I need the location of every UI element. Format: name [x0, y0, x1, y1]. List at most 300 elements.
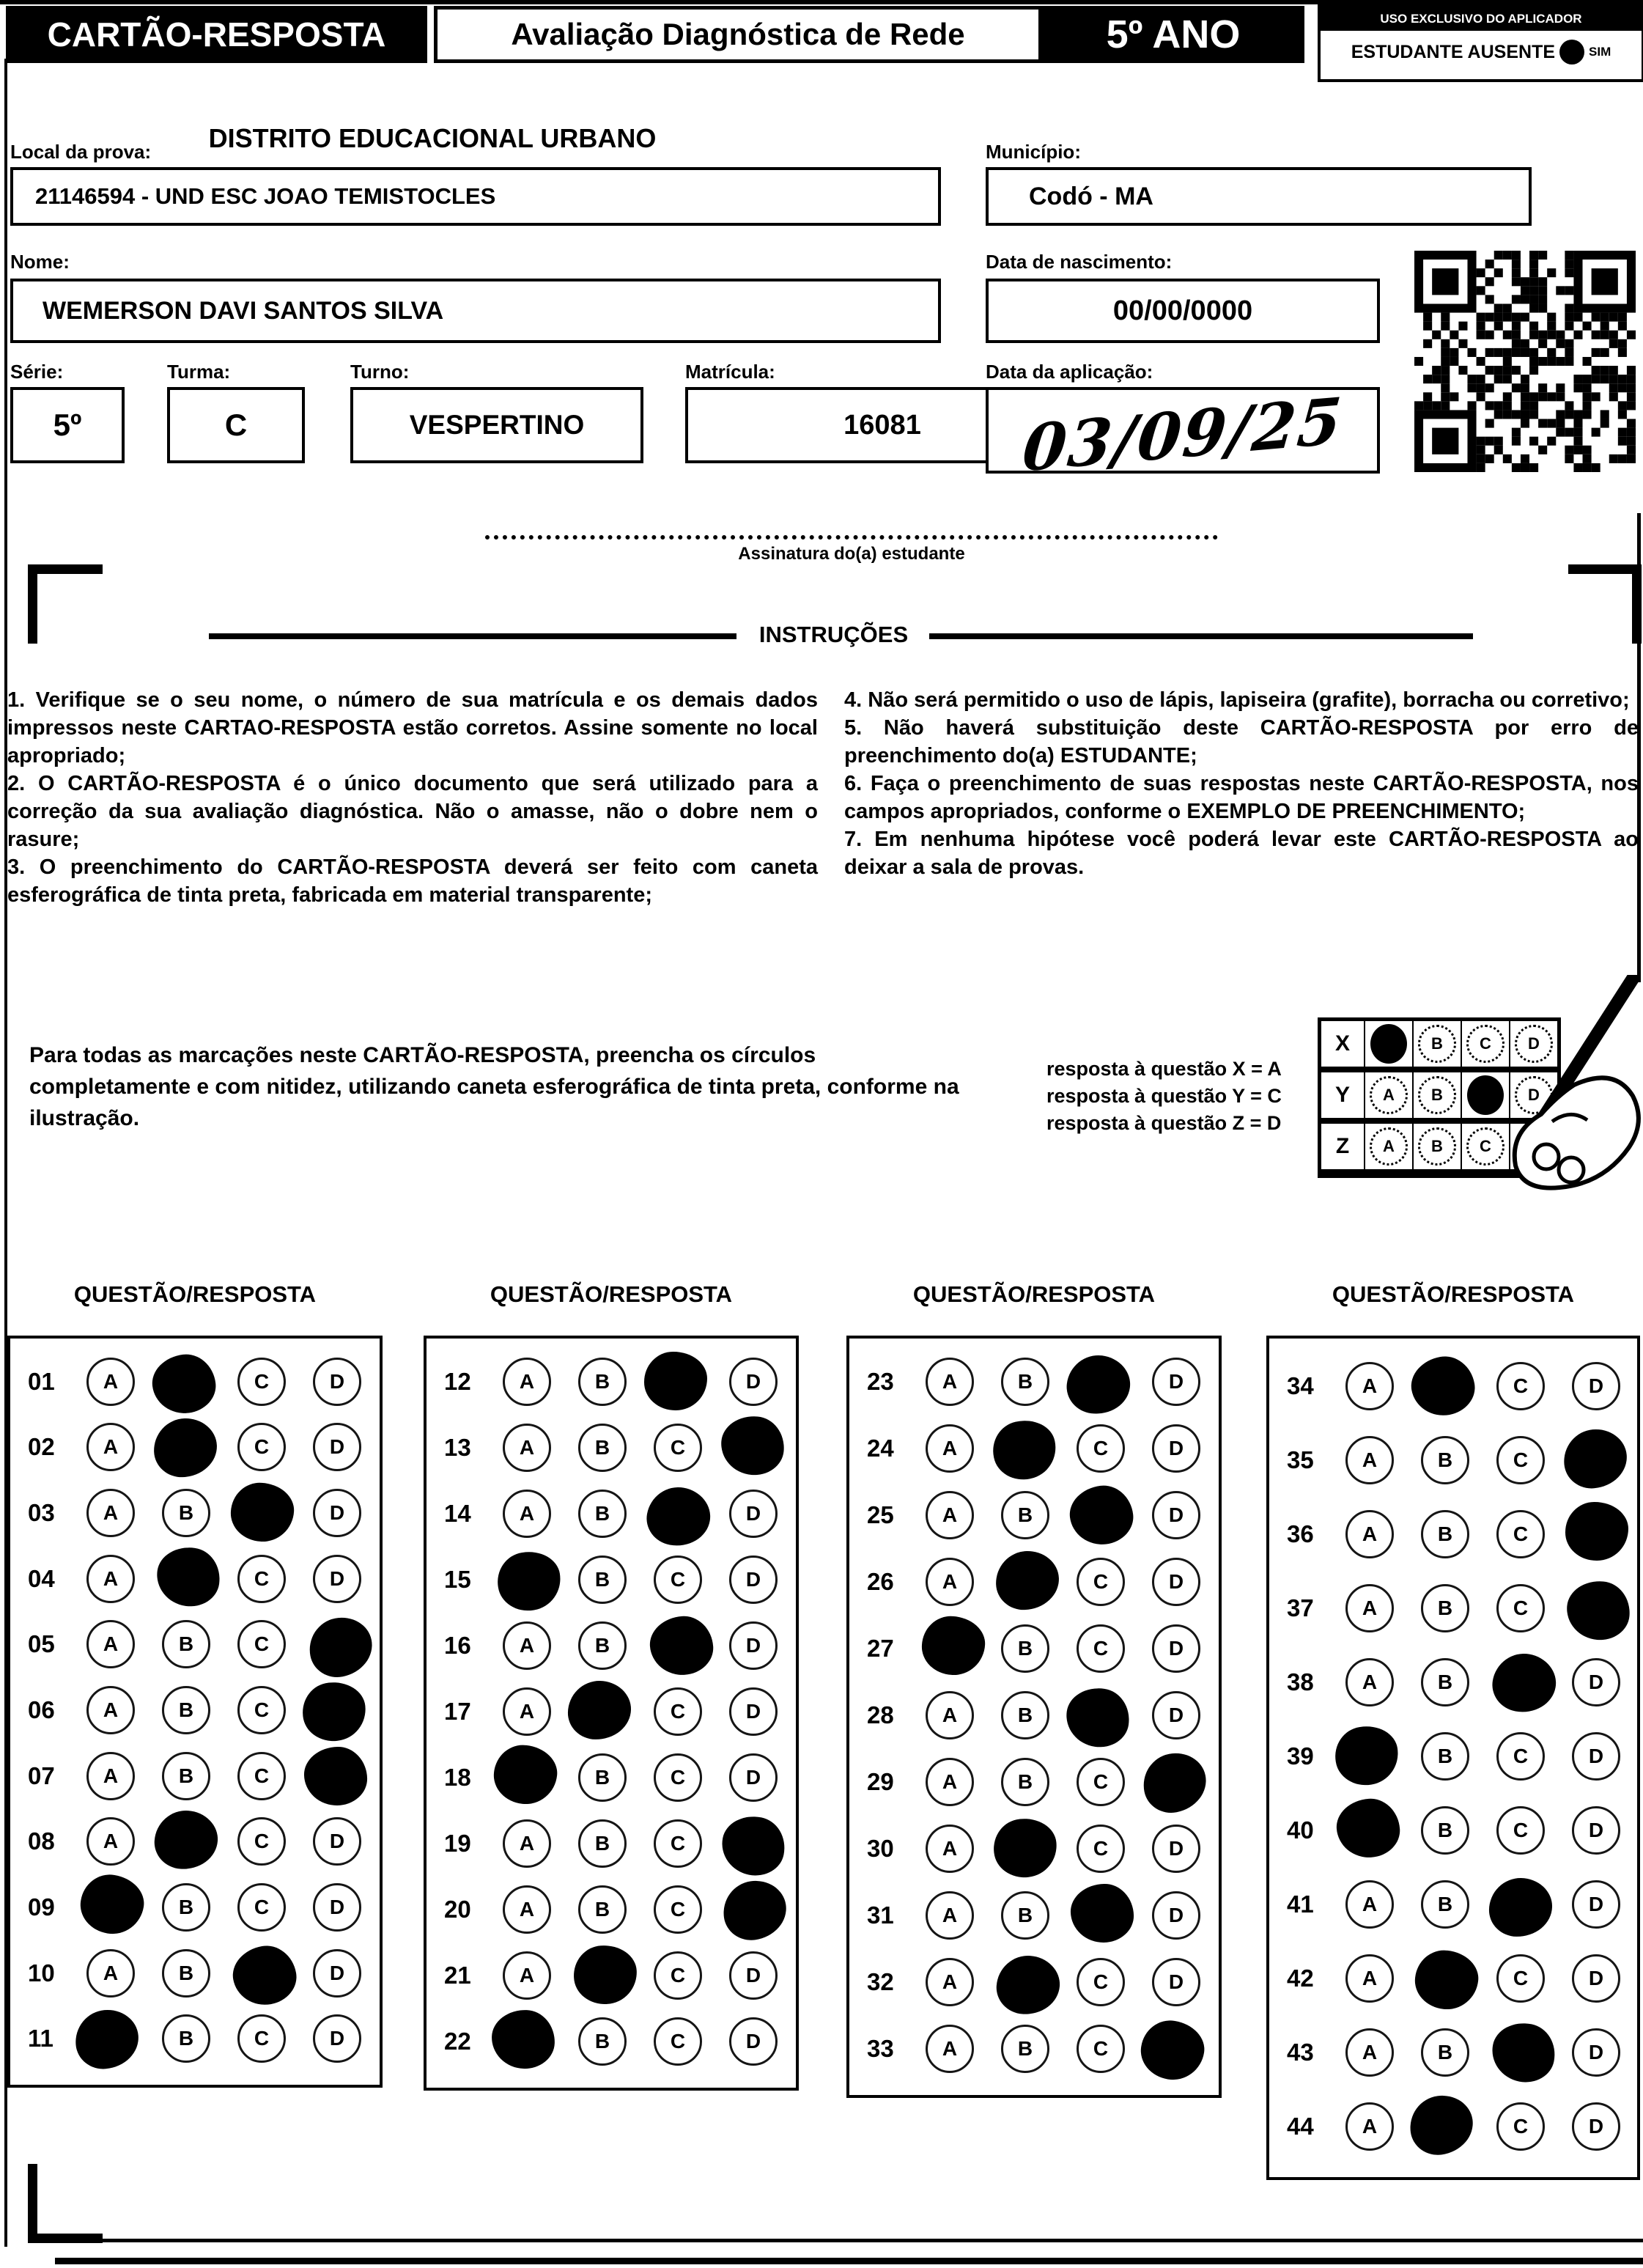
question-row	[849, 1415, 1219, 1482]
answer-bubble[interactable]: D	[1152, 1558, 1200, 1606]
school-field	[10, 167, 941, 226]
answer-bubble[interactable]: B	[1421, 1806, 1469, 1855]
signature-dotted-line	[485, 535, 1218, 540]
answer-bubble[interactable]: C	[1496, 1510, 1545, 1558]
filled-answer-bubble[interactable]	[303, 1746, 367, 1805]
turma-value: C	[224, 408, 248, 442]
question-row	[10, 1808, 380, 1874]
answer-bubble[interactable]: D	[313, 1358, 361, 1406]
answer-bubble[interactable]: C	[1077, 1825, 1125, 1873]
example-option-cell[interactable]	[1412, 1072, 1461, 1118]
filled-answer-bubble[interactable]	[229, 1481, 295, 1543]
filled-answer-bubble[interactable]	[491, 1742, 560, 1808]
example-answer-bubble: C	[1466, 1025, 1504, 1063]
answer-bubble[interactable]: D	[313, 1555, 361, 1603]
answer-bubble[interactable]: C	[237, 1817, 286, 1866]
answer-bubble[interactable]: C	[237, 1358, 286, 1406]
filled-answer-bubble[interactable]	[1138, 1748, 1211, 1817]
question-row	[849, 1815, 1219, 1882]
answer-bubble[interactable]: D	[729, 2017, 778, 2066]
answer-bubble[interactable]: C	[654, 1687, 702, 1736]
filled-answer-bubble[interactable]	[1334, 1797, 1401, 1860]
answer-bubble[interactable]: B	[1001, 2025, 1049, 2073]
card-title: CARTÃO-RESPOSTA	[47, 15, 386, 54]
question-row	[1269, 1349, 1637, 1423]
municipio-label: Município:	[986, 141, 1081, 163]
filled-answer-bubble[interactable]	[76, 1871, 147, 1938]
answer-bubble[interactable]: A	[926, 1358, 974, 1406]
answer-bubble[interactable]: D	[1572, 2102, 1620, 2151]
example-answer-bubble: D	[1515, 1025, 1553, 1063]
absent-label: ESTUDANTE AUSENTE	[1351, 41, 1556, 62]
answer-bubble[interactable]: A	[86, 1620, 135, 1668]
answer-bubble[interactable]: A	[926, 2025, 974, 2073]
example-text: Para todas as marcações neste CARTÃO-RESPOSTA, preencha os círculos completamente e com nitidez, utilizando caneta esferográfica de tinta preta, conforme na ilustração.	[29, 1043, 959, 1130]
example-legend-line: resposta à questão Z = D	[1046, 1112, 1282, 1134]
filled-answer-bubble[interactable]	[152, 1808, 219, 1871]
answer-bubble[interactable]: A	[503, 1358, 551, 1406]
bottom-rule-1	[70, 2239, 1643, 2242]
answer-bubble[interactable]: A	[86, 1686, 135, 1734]
nome-field	[10, 279, 941, 343]
corner-bracket-top-left	[28, 564, 103, 574]
qr-code	[1414, 251, 1636, 472]
question-number: 18	[444, 1764, 471, 1791]
question-row	[427, 1349, 796, 1415]
answer-bubble[interactable]: B	[578, 1621, 627, 1670]
answer-bubble[interactable]: A	[1345, 1658, 1394, 1706]
question-number: 14	[444, 1500, 471, 1527]
answer-bubble[interactable]: D	[1152, 1358, 1200, 1406]
answer-bubble[interactable]: D	[1572, 1658, 1620, 1706]
example-row-label: Z	[1321, 1124, 1364, 1169]
filled-answer-bubble[interactable]	[1565, 1578, 1633, 1642]
question-number: 16	[444, 1632, 471, 1659]
question-row	[427, 1613, 796, 1679]
answer-bubble[interactable]: B	[578, 1358, 627, 1406]
card-title-banner	[6, 6, 427, 63]
answer-bubble[interactable]: A	[1345, 2102, 1394, 2151]
corner-bracket-bottom-left	[28, 2234, 103, 2243]
filled-answer-bubble[interactable]	[493, 1547, 564, 1615]
nascimento-label: Data de nascimento:	[986, 251, 1173, 273]
example-option-cell[interactable]	[1412, 1021, 1461, 1067]
handwritten-application-date: 03/09/25	[1019, 383, 1346, 487]
filled-answer-bubble[interactable]	[1070, 1883, 1134, 1943]
example-answer-bubble: B	[1418, 1076, 1456, 1114]
answer-bubble[interactable]: A	[503, 1819, 551, 1868]
question-number: 33	[867, 2034, 894, 2062]
instruction-item: 2. O CARTÃO-RESPOSTA é o único documento que será utilizado para a correção da sua avaliação diagnóstica. Não o amasse, não o dobre nem o rasure;	[7, 772, 818, 851]
filled-answer-bubble[interactable]	[643, 1482, 715, 1551]
answer-bubble[interactable]: B	[1001, 1891, 1049, 1940]
answer-bubble[interactable]: A	[86, 1752, 135, 1800]
answer-bubble[interactable]: B	[578, 1885, 627, 1934]
answer-bubble[interactable]: D	[1152, 1691, 1200, 1739]
question-row	[1269, 1868, 1637, 1942]
questao-resposta-header: QUESTÃO/RESPOSTA	[73, 1281, 317, 1307]
question-number: 40	[1287, 1816, 1314, 1844]
answer-bubble[interactable]: A	[86, 1817, 135, 1866]
answer-bubble[interactable]: A	[1345, 1584, 1394, 1632]
answer-bubble[interactable]: C	[1077, 1624, 1125, 1673]
answer-bubble[interactable]: C	[654, 1555, 702, 1604]
answer-bubble[interactable]: C	[1496, 1732, 1545, 1781]
answer-bubble[interactable]: C	[654, 1951, 702, 2000]
question-number: 32	[867, 1967, 894, 1995]
answer-bubble[interactable]: C	[654, 2017, 702, 2066]
filled-answer-bubble[interactable]	[1406, 2092, 1477, 2159]
question-number: 21	[444, 1962, 471, 1989]
question-number: 23	[867, 1368, 894, 1396]
answer-bubble[interactable]: A	[503, 1490, 551, 1538]
question-row	[10, 1415, 380, 1481]
answer-bubble[interactable]: D	[1572, 2028, 1620, 2077]
answer-bubble[interactable]: C	[654, 1819, 702, 1868]
answer-bubble[interactable]: D	[729, 1358, 778, 1406]
filled-answer-bubble[interactable]	[717, 1811, 790, 1881]
filled-answer-bubble[interactable]	[229, 1941, 301, 2010]
answer-bubble[interactable]: D	[313, 1489, 361, 1537]
answer-bubble[interactable]: B	[1421, 1436, 1469, 1484]
answer-bubble[interactable]: B	[578, 1819, 627, 1868]
answer-bubble[interactable]: B	[1421, 1510, 1469, 1558]
question-number: 27	[867, 1635, 894, 1663]
filled-answer-bubble[interactable]	[644, 1352, 707, 1410]
answer-bubble[interactable]: B	[1001, 1758, 1049, 1806]
answer-bubble[interactable]: D	[729, 1490, 778, 1538]
question-row	[849, 1682, 1219, 1749]
instruction-item: 5. Não haverá substituição deste CARTÃO-RESPOSTA por erro de preenchimento do(a) ESTUDANTE;	[844, 716, 1639, 767]
example-legend-line: resposta à questão X = A	[1046, 1058, 1282, 1080]
answer-bubble[interactable]: A	[1345, 2028, 1394, 2077]
answer-bubble[interactable]: D	[729, 1687, 778, 1736]
answer-bubble[interactable]: D	[313, 1883, 361, 1932]
answer-bubble[interactable]: A	[503, 1687, 551, 1736]
filled-answer-bubble[interactable]	[1487, 2018, 1560, 2088]
question-number: 01	[28, 1367, 55, 1395]
answer-bubble[interactable]: D	[1152, 1958, 1200, 2006]
example-row-label: Y	[1321, 1072, 1364, 1118]
answer-bubble[interactable]: B	[162, 1883, 210, 1932]
question-number: 10	[28, 1959, 55, 1987]
answer-bubble[interactable]: B	[578, 1753, 627, 1802]
answer-bubble[interactable]: A	[86, 1423, 135, 1471]
question-row	[1269, 1942, 1637, 2016]
answer-bubble[interactable]: D	[1572, 1362, 1620, 1410]
answer-bubble[interactable]: C	[237, 2014, 286, 2063]
question-row	[10, 1612, 380, 1678]
municipio-value: Codó - MA	[1029, 182, 1153, 210]
answer-bubble[interactable]: B	[162, 2014, 210, 2063]
question-row	[849, 1882, 1219, 1948]
answer-bubble[interactable]: D	[729, 1555, 778, 1604]
answer-bubble[interactable]: C	[654, 1424, 702, 1472]
answer-bubble[interactable]: D	[313, 1423, 361, 1471]
question-number: 38	[1287, 1668, 1314, 1696]
questao-resposta-header: QUESTÃO/RESPOSTA	[912, 1281, 1156, 1307]
answer-bubble[interactable]: C	[237, 1883, 286, 1932]
answer-bubble[interactable]: A	[86, 1489, 135, 1537]
filled-answer-bubble[interactable]	[1407, 1352, 1480, 1421]
answer-bubble[interactable]: B	[162, 1686, 210, 1734]
answer-bubble[interactable]: C	[654, 1753, 702, 1802]
filled-answer-bubble[interactable]	[153, 1543, 224, 1610]
answer-bubble[interactable]: A	[86, 1358, 135, 1406]
answer-bubble[interactable]: A	[926, 1758, 974, 1806]
filled-answer-bubble[interactable]	[1488, 1649, 1561, 1717]
matricula-value: 16081	[843, 409, 921, 441]
question-row	[1269, 1497, 1637, 1571]
hand-pen-illustration	[1464, 975, 1643, 1210]
answer-bubble[interactable]: B	[1421, 1880, 1469, 1929]
example-option-cell[interactable]	[1364, 1072, 1412, 1118]
questao-resposta-header: QUESTÃO/RESPOSTA	[490, 1281, 733, 1307]
question-row	[1269, 1645, 1637, 1719]
filled-answer-bubble[interactable]	[720, 1877, 790, 1943]
question-number: 13	[444, 1434, 471, 1461]
answer-bubble[interactable]: D	[729, 1621, 778, 1670]
answer-bubble[interactable]: D	[1152, 1825, 1200, 1873]
question-row	[1269, 1719, 1637, 1793]
filled-answer-bubble[interactable]	[153, 1418, 218, 1479]
question-number: 19	[444, 1830, 471, 1857]
question-row	[849, 1948, 1219, 2015]
answer-bubble[interactable]: C	[1077, 1558, 1125, 1606]
answer-bubble[interactable]: D	[313, 1817, 361, 1866]
question-number: 42	[1287, 1965, 1314, 1992]
answer-bubble[interactable]: C	[1077, 1958, 1125, 2006]
answer-bubble[interactable]: D	[729, 1951, 778, 2000]
question-row	[1269, 2090, 1637, 2164]
aplicacao-field	[986, 383, 1380, 487]
filled-answer-bubble[interactable]	[1562, 1426, 1630, 1490]
example-option-cell[interactable]	[1412, 1124, 1461, 1169]
answer-bubble[interactable]: C	[237, 1620, 286, 1668]
filled-answer-bubble[interactable]	[1331, 1722, 1402, 1789]
corner-bracket-top-right	[1568, 564, 1642, 574]
answer-bubble[interactable]: B	[1001, 1491, 1049, 1539]
answer-bubble[interactable]: C	[1496, 1954, 1545, 2003]
answer-bubble[interactable]: A	[503, 1621, 551, 1670]
question-number: 44	[1287, 2113, 1314, 2140]
answer-bubble[interactable]: B	[1421, 1658, 1469, 1706]
answer-column-box	[7, 1336, 383, 2088]
municipio-field	[986, 167, 1532, 226]
matricula-label: Matrícula:	[685, 361, 775, 383]
filled-answer-bubble[interactable]	[1063, 1684, 1133, 1750]
answer-bubble[interactable]: A	[503, 1951, 551, 2000]
question-row	[849, 1482, 1219, 1549]
answer-bubble[interactable]: B	[1421, 2028, 1469, 2077]
filled-answer-bubble[interactable]	[988, 1415, 1062, 1485]
filled-answer-bubble[interactable]	[1565, 1502, 1628, 1561]
answer-bubble[interactable]: C	[1496, 1584, 1545, 1632]
answer-bubble[interactable]: A	[926, 1825, 974, 1873]
question-row	[1269, 1794, 1637, 1868]
answer-bubble[interactable]: A	[1345, 1954, 1394, 2003]
answer-bubble[interactable]: C	[1077, 2025, 1125, 2073]
answer-bubble[interactable]: D	[313, 1949, 361, 1998]
answer-bubble[interactable]: D	[313, 2014, 361, 2063]
example-option-cell[interactable]	[1364, 1021, 1412, 1067]
question-row	[10, 1480, 380, 1546]
answer-bubble[interactable]: D	[1152, 1624, 1200, 1673]
filled-answer-bubble[interactable]	[1063, 1352, 1133, 1418]
answer-bubble[interactable]: B	[578, 1490, 627, 1538]
example-answer-bubble: A	[1370, 1076, 1408, 1114]
example-answer-bubble: B	[1418, 1127, 1456, 1166]
filled-answer-bubble[interactable]	[149, 1351, 218, 1417]
answer-bubble[interactable]: B	[162, 1752, 210, 1800]
answer-bubble[interactable]: D	[1572, 1954, 1620, 2003]
absent-bubble[interactable]	[1559, 40, 1584, 65]
answer-bubble[interactable]: A	[926, 1891, 974, 1940]
filled-answer-bubble[interactable]	[1066, 1482, 1136, 1548]
example-filled-bubble	[1370, 1024, 1407, 1064]
answer-bubble[interactable]: B	[162, 1620, 210, 1668]
absent-option-label: SIM	[1589, 45, 1611, 59]
answer-bubble[interactable]: D	[1152, 1891, 1200, 1940]
answer-bubble[interactable]: C	[1496, 1436, 1545, 1484]
answer-bubble[interactable]: B	[162, 1489, 210, 1537]
turno-value: VESPERTINO	[409, 410, 585, 440]
question-number: 24	[867, 1435, 894, 1462]
answer-bubble[interactable]: A	[503, 1424, 551, 1472]
question-number: 20	[444, 1896, 471, 1923]
filled-answer-bubble[interactable]	[920, 1615, 986, 1676]
question-row	[427, 2009, 796, 2074]
instructions-rule-left	[209, 633, 736, 639]
assessment-title-box	[434, 6, 1042, 63]
question-number: 43	[1287, 2039, 1314, 2066]
answer-bubble[interactable]: D	[729, 1753, 778, 1802]
filled-answer-bubble[interactable]	[1137, 2016, 1208, 2083]
answer-bubble[interactable]: C	[237, 1686, 286, 1734]
answer-bubble[interactable]: B	[578, 1424, 627, 1472]
answer-bubble[interactable]: A	[1345, 1510, 1394, 1558]
answer-bubble[interactable]: C	[654, 1885, 702, 1934]
question-number: 29	[867, 1767, 894, 1795]
answer-bubble[interactable]: C	[237, 1752, 286, 1800]
question-row	[1269, 2016, 1637, 2090]
answer-bubble[interactable]: A	[1345, 1436, 1394, 1484]
answer-bubble[interactable]: C	[1496, 1362, 1545, 1410]
answer-bubble[interactable]: D	[1572, 1880, 1620, 1929]
answer-bubble[interactable]: A	[1345, 1880, 1394, 1929]
answer-bubble[interactable]: C	[1496, 2102, 1545, 2151]
answer-bubble[interactable]: C	[237, 1423, 286, 1471]
question-number: 06	[28, 1696, 55, 1723]
answer-bubble[interactable]: A	[926, 1491, 974, 1539]
question-row	[10, 1677, 380, 1743]
answer-bubble[interactable]: D	[1152, 1424, 1200, 1473]
answer-bubble[interactable]: A	[86, 1555, 135, 1603]
answer-bubble[interactable]: A	[503, 1885, 551, 1934]
filled-answer-bubble[interactable]	[1488, 1877, 1552, 1937]
turma-label: Turma:	[167, 361, 231, 383]
absent-row	[1321, 31, 1642, 73]
instruction-item: 3. O preenchimento do CARTÃO-RESPOSTA deverá ser feito com caneta esferográfica de tinta preta, fabricada em material transparente;	[7, 855, 818, 907]
answer-bubble[interactable]: D	[1572, 1806, 1620, 1855]
answer-bubble[interactable]: A	[926, 1958, 974, 2006]
answer-bubble[interactable]: A	[86, 1949, 135, 1998]
question-number: 30	[867, 1834, 894, 1862]
filled-answer-bubble[interactable]	[995, 1550, 1060, 1611]
question-row	[10, 1546, 380, 1612]
filled-answer-bubble[interactable]	[567, 1680, 631, 1739]
question-number: 08	[28, 1827, 55, 1855]
answer-bubble[interactable]: D	[1152, 1491, 1200, 1539]
question-row	[427, 1745, 796, 1811]
answer-bubble[interactable]: A	[926, 1558, 974, 1606]
filled-answer-bubble[interactable]	[994, 1954, 1061, 2017]
answer-bubble[interactable]: B	[578, 2017, 627, 2066]
answer-bubble[interactable]: B	[1421, 1732, 1469, 1781]
nascimento-value: 00/00/0000	[1112, 295, 1253, 326]
filled-answer-bubble[interactable]	[1412, 1948, 1481, 2013]
instruction-item: 7. Em nenhuma hipótese você poderá levar este CARTÃO-RESPOSTA ao deixar a sala de provas.	[844, 828, 1639, 879]
filled-answer-bubble[interactable]	[719, 1413, 787, 1477]
instruction-item: 1. Verifique se o seu nome, o número de sua matrícula e os demais dados impressos neste CARTAO-RESPOSTA estão corretos. Assine somente no local apropriado;	[7, 688, 818, 767]
filled-answer-bubble[interactable]	[491, 2009, 556, 2070]
turno-label: Turno:	[350, 361, 410, 383]
local-da-prova-label: Local da prova:	[10, 141, 152, 163]
example-legend	[1046, 1056, 1282, 1137]
answer-bubble[interactable]: A	[926, 1691, 974, 1739]
question-number: 41	[1287, 1890, 1314, 1918]
questao-resposta-header: QUESTÃO/RESPOSTA	[1332, 1281, 1575, 1307]
answer-bubble[interactable]: A	[926, 1424, 974, 1473]
school-value: 21146594 - UND ESC JOAO TEMISTOCLES	[35, 183, 496, 209]
answer-bubble[interactable]: A	[1345, 1362, 1394, 1410]
example-answer-bubble: A	[1370, 1127, 1408, 1166]
filled-answer-bubble[interactable]	[648, 1614, 715, 1677]
answer-bubble[interactable]: B	[1001, 1358, 1049, 1406]
answer-bubble[interactable]: C	[1496, 1806, 1545, 1855]
serie-field	[10, 387, 125, 463]
question-row	[427, 1811, 796, 1877]
question-number: 28	[867, 1701, 894, 1728]
answer-bubble[interactable]: B	[1001, 1691, 1049, 1739]
question-row	[10, 1874, 380, 1940]
filled-answer-bubble[interactable]	[300, 1679, 369, 1745]
question-row	[427, 1481, 796, 1547]
answer-bubble[interactable]: D	[1572, 1732, 1620, 1781]
answer-bubble[interactable]: B	[162, 1949, 210, 1998]
answer-bubble[interactable]: C	[1077, 1424, 1125, 1473]
answer-bubble[interactable]: C	[237, 1555, 286, 1603]
question-row	[849, 1616, 1219, 1682]
instructions-left-column	[7, 686, 818, 909]
instruction-item: 6. Faça o preenchimento de suas respostas neste CARTÃO-RESPOSTA, nos campos apropriados, conforme o EXEMPLO DE PREENCHIMENTO;	[844, 772, 1639, 823]
filled-answer-bubble[interactable]	[572, 1944, 638, 2006]
filled-answer-bubble[interactable]	[304, 1613, 377, 1682]
question-number: 31	[867, 1901, 894, 1929]
question-number: 07	[28, 1761, 55, 1789]
question-number: 22	[444, 2028, 471, 2055]
answer-bubble[interactable]: C	[1077, 1758, 1125, 1806]
example-option-cell[interactable]	[1364, 1124, 1412, 1169]
nome-label: Nome:	[10, 251, 70, 273]
filled-answer-bubble[interactable]	[73, 2008, 141, 2072]
question-number: 39	[1287, 1742, 1314, 1770]
instructions-right-column	[844, 686, 1639, 881]
answer-bubble[interactable]: B	[1421, 1584, 1469, 1632]
answer-bubble[interactable]: B	[578, 1555, 627, 1604]
filled-answer-bubble[interactable]	[991, 1816, 1060, 1881]
answer-bubble[interactable]: B	[1001, 1624, 1049, 1673]
